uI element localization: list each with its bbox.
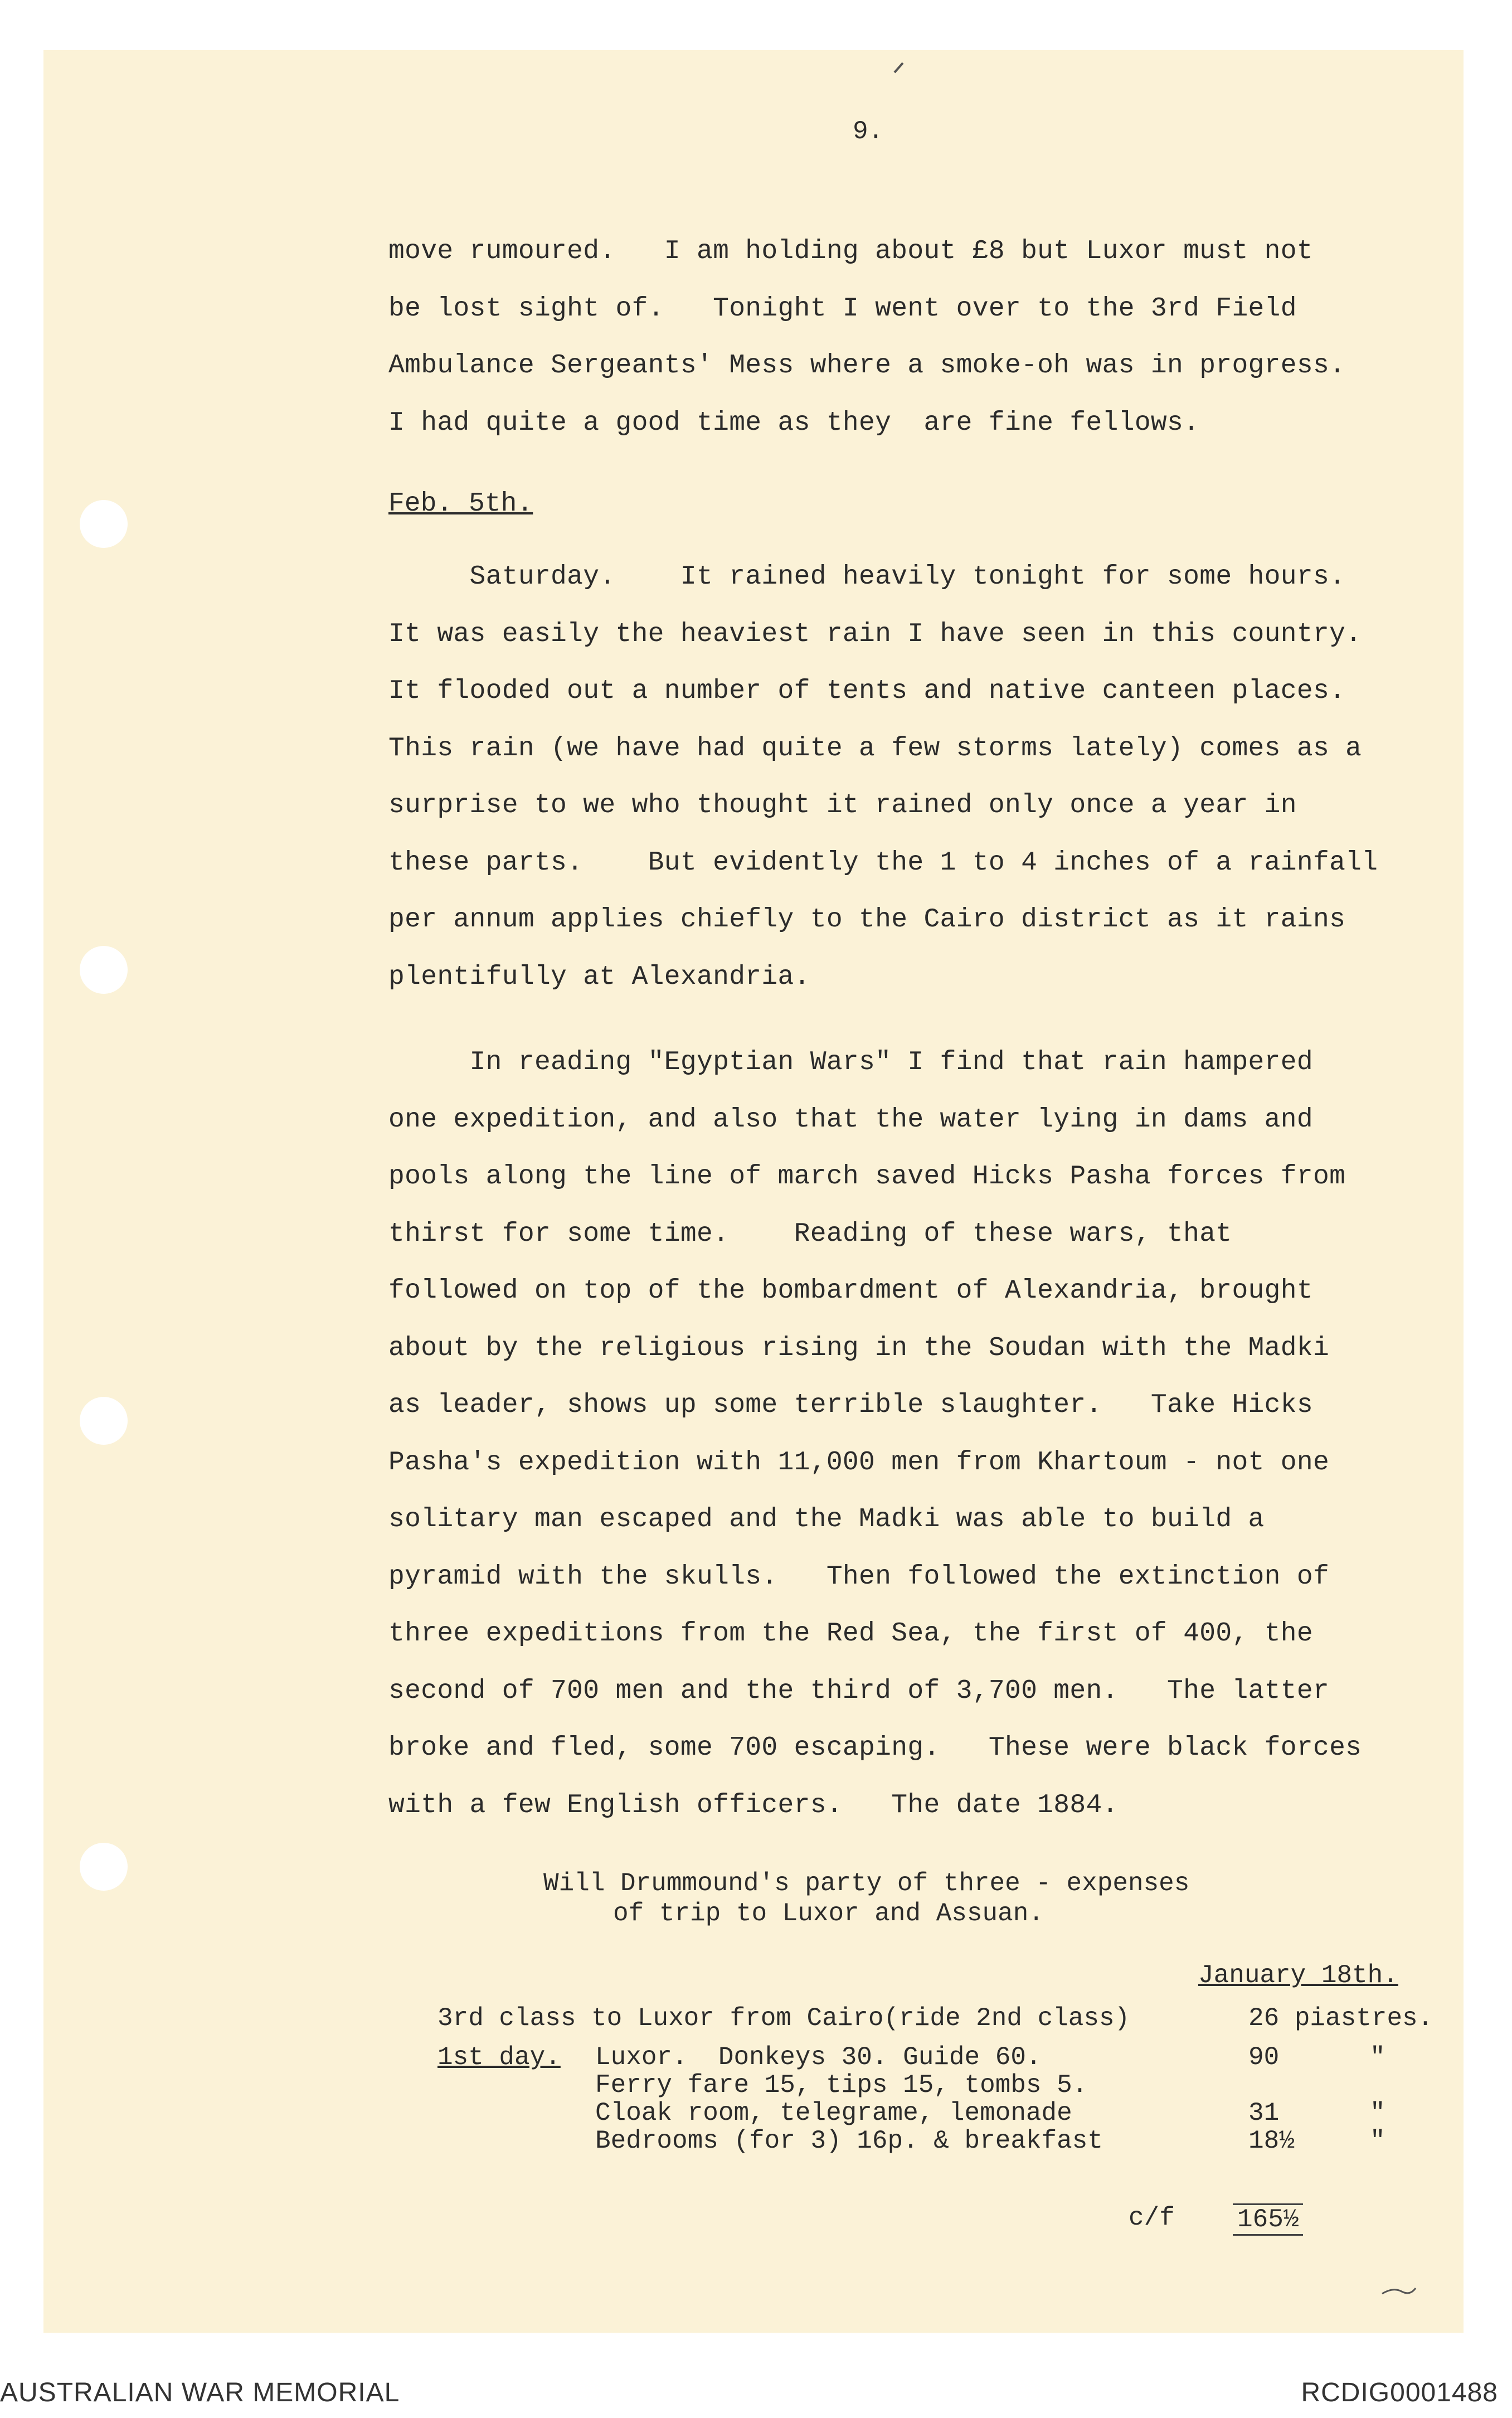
text-line: It was easily the heaviest rain I have seen in this country. xyxy=(388,619,1362,649)
text-line: solitary man escaped and the Madki was able to build a xyxy=(388,1504,1265,1535)
text-line: about by the religious rising in the Soudan with the Madki xyxy=(388,1333,1330,1363)
punch-hole xyxy=(80,1397,128,1445)
text-line: be lost sight of. Tonight I went over to the 3rd Field xyxy=(388,293,1297,324)
text-line: with a few English officers. The date 1884. xyxy=(388,1790,1119,1820)
paragraph-3 xyxy=(388,1034,1464,1834)
text-line: Pasha's expedition with 11,000 men from Khartoum - not one xyxy=(388,1447,1330,1478)
expense-item: Bedrooms (for 3) 16p. & breakfast xyxy=(595,2126,1103,2155)
expense-amount: 90 xyxy=(1248,2043,1280,2072)
text-line: plentifully at Alexandria. xyxy=(388,962,810,992)
punch-hole xyxy=(80,946,128,994)
text-line: This rain (we have had quite a few storms lately) comes as a xyxy=(388,733,1362,764)
text-line: Ambulance Sergeants' Mess where a smoke-oh was in progress. xyxy=(388,351,1346,381)
text-line: second of 700 men and the third of 3,700 men. The latter xyxy=(388,1676,1330,1706)
text-line: pools along the line of march saved Hicks Pasha forces from xyxy=(388,1162,1346,1192)
text-line: thirst for some time. Reading of these wars, that xyxy=(388,1218,1232,1249)
text-line: per annum applies chiefly to the Cairo district as it rains xyxy=(388,905,1346,935)
text-line: as leader, shows up some terrible slaughter. Take Hicks xyxy=(388,1390,1313,1420)
expense-amount: 31 xyxy=(1248,2099,1280,2128)
text-line: pyramid with the skulls. Then followed the extinction of xyxy=(388,1561,1330,1592)
text-line: followed on top of the bombardment of Alexandria, brought xyxy=(388,1276,1313,1306)
footer-archive-name: AUSTRALIAN WAR MEMORIAL xyxy=(0,2378,400,2407)
text-line: Saturday. It rained heavily tonight for some hours. xyxy=(388,562,1346,592)
punch-hole xyxy=(80,1843,128,1891)
text-line: these parts. But evidently the 1 to 4 inches of a rainfall xyxy=(388,847,1378,878)
expenses-title xyxy=(543,1868,1189,1929)
date-heading: Feb. 5th. xyxy=(388,489,533,519)
text-line: three expeditions from the Red Sea, the first of 400, the xyxy=(388,1619,1313,1649)
fare-amount: 26 piastres. xyxy=(1248,2004,1433,2033)
carried-forward-label: c/f xyxy=(1129,2203,1175,2232)
ditto-mark: " xyxy=(1370,2043,1385,2072)
expense-amount: 18½ xyxy=(1248,2126,1295,2155)
expenses-title-line: of trip to Luxor and Assuan. xyxy=(613,1899,1044,1928)
expense-item: Cloak room, telegrame, lemonade xyxy=(595,2099,1072,2128)
carried-forward-total: 165½ xyxy=(1233,2203,1303,2236)
expenses-date: January 18th. xyxy=(1198,1961,1398,1990)
text-line: In reading "Egyptian Wars" I find that rain hampered xyxy=(388,1047,1313,1077)
ditto-mark: " xyxy=(1370,2126,1385,2155)
pen-mark-top xyxy=(892,59,908,75)
pen-mark-bottom xyxy=(1379,2283,1418,2299)
fare-description: 3rd class to Luxor from Cairo(ride 2nd class) xyxy=(437,2004,1130,2033)
ditto-mark: " xyxy=(1370,2099,1385,2128)
page-number: 9. xyxy=(853,117,884,146)
expenses-title-line: Will Drummound's party of three - expenses xyxy=(543,1869,1190,1898)
paragraph-2 xyxy=(388,548,1464,1006)
footer-record-id: RCDIG0001488 xyxy=(1301,2378,1498,2407)
text-line: surprise to we who thought it rained only once a year in xyxy=(388,790,1297,820)
punch-hole xyxy=(80,500,128,548)
text-line: broke and fled, some 700 escaping. These were black forces xyxy=(388,1733,1362,1763)
text-line: one expedition, and also that the water lying in dams and xyxy=(388,1104,1313,1135)
expense-item: Luxor. Donkeys 30. Guide 60. xyxy=(595,2043,1042,2072)
text-line: I had quite a good time as they are fine fellows. xyxy=(388,407,1200,438)
text-line: move rumoured. I am holding about £8 but Luxor must not xyxy=(388,236,1313,266)
text-line: It flooded out a number of tents and native canteen places. xyxy=(388,676,1346,706)
day-label: 1st day. xyxy=(437,2043,561,2072)
expense-item: Ferry fare 15, tips 15, tombs 5. xyxy=(595,2071,1088,2100)
paragraph-1 xyxy=(388,223,1464,451)
